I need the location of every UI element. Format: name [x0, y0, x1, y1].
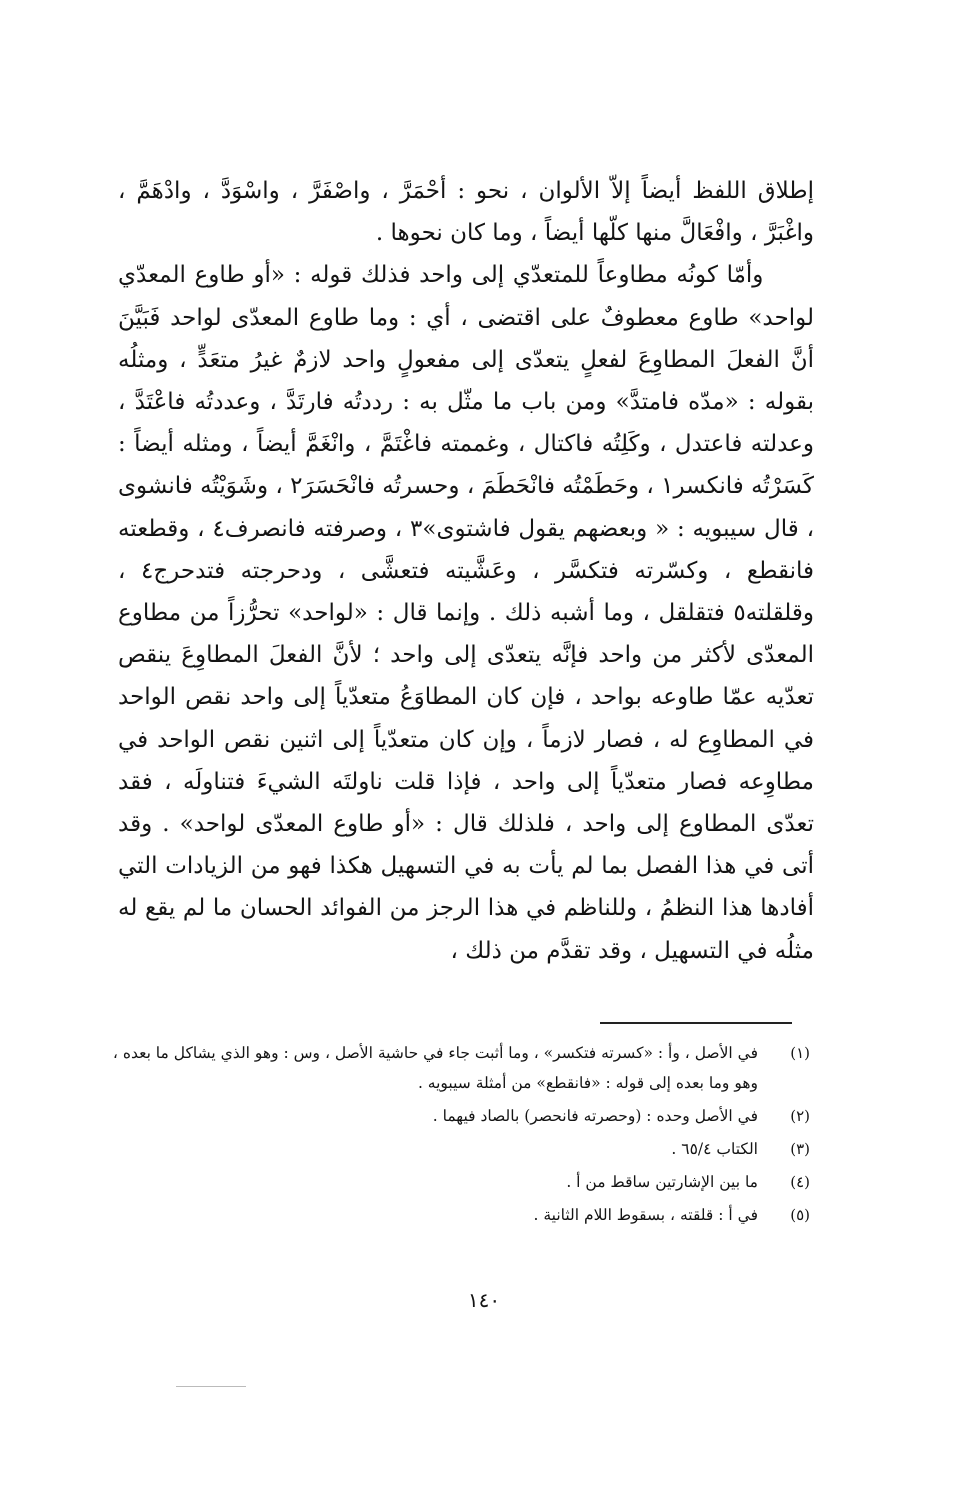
- main-text: [118, 170, 814, 972]
- footnote-2: [110, 1101, 814, 1131]
- footnote-4: [110, 1167, 814, 1197]
- footnotes: [110, 1038, 814, 1233]
- footnote-1: [110, 1038, 814, 1098]
- footnote-number: (١): [790, 1044, 810, 1062]
- footnote-text: في الأصل وحده : (وحصرته فانحصر) بالصاد فيهما .: [432, 1107, 758, 1125]
- footnote-number: (٥): [790, 1206, 810, 1224]
- footnote-text: في أ : قلقته ، بسقوط اللام الثانية .: [533, 1206, 758, 1224]
- footnote-text: في الأصل ، وأ : «كسرته فتكسر» ، وما أثبت جاء في حاشية الأصل ، وس : وهو الذي يشاكل ما بعده ، وهو وما بعده إلى قوله : «فانقطع» من أمثلة سيبويه .: [112, 1044, 758, 1092]
- footnote-text: الكتاب ٦٥/٤ .: [671, 1140, 758, 1158]
- paragraph-2: وأمّا كونُه مطاوعاً للمتعدّي إلى واحد فذلك قوله : «أو طاوع المعدّي لواحد» طاوع معطوفٌ على اقتضى ، أي : وما طاوع المعدّى لواحد فَبَيَّنَ أنَّ الفعلَ المطاوِعَ لفعلٍ يتعدّى إلى مفعولٍ واحد لازمٌ غيرُ متعَدٍّ ، ومثلُه بقوله : «مدّه فامتدَّ» ومن باب ما مثّل به : رددتُه فارتَدَّ ، وعددتُه فاعْتَدَّ ، وعدلته فاعتدل ، وكَلِتُه فاكتال ، وغممته فاغْتَمَّ ، وانْغَمَّ أيضاً ، ومثله أيضاً : كَسَرْتُه فانكسر١ ، وحَطَمْتُه فانْحَطَمَ ، وحسرتُه فانْحَسَرَ٢ ، وشَوَيْتُه فانشوى ، قال سيبويه : « وبعضهم يقول فاشتوى»٣ ، وصرفته فانصرف٤ ، وقطعته فانقطع ، وكسّرته فتكسَّر ، وعَشَّيته فتعشَّى ، ودحرجته فتدحرج٤ ، وقلقلته٥ فتقلقل ، وما أشبه ذلك . وإنما قال : «لواحد» تحرُّزاً من مطاوع المعدّى لأكثر من واحد فإنَّه يتعدّى إلى واحد ؛ لأنَّ الفعلَ المطاوِعَ ينقص تعدّيه عمّا طاوعه بواحد ، فإن كان المطاوَعُ متعدّياً إلى واحد نقص الواحد في المطاوِع له ، فصار لازماً ، وإن كان متعدّياً إلى اثنين نقص الواحد في مطاوِعه فصار متعدّياً إلى واحد ، فإذا قلت ناولتَه الشيءَ فتناولَه ، فقد تعدّى المطاوع إلى واحد ، فلذلك قال : «أو طاوع المعدّى لواحد» . وقد أتى في هذا الفصل بما لم يأت به في التسهيل هكذا فهو من الزيادات التي أفادها هذا النظمُ ، وللناظم في هذا الرجز من الفوائد الحسان ما لم يقع له مثلُه في التسهيل ، وقد تقدَّم من ذلك ،: [118, 262, 815, 964]
- page-number: ١٤٠: [467, 1288, 501, 1312]
- footnote-5: [110, 1200, 814, 1230]
- scan-edge-mark: [176, 1386, 246, 1387]
- footnote-number: (٤): [790, 1173, 810, 1191]
- footnote-separator: [600, 1022, 792, 1024]
- footnote-number: (٢): [790, 1107, 810, 1125]
- footnote-number: (٣): [790, 1140, 810, 1158]
- footnote-3: [110, 1134, 814, 1164]
- footnote-text: ما بين الإشارتين ساقط من أ .: [566, 1173, 758, 1191]
- paragraph-1: إطلاق اللفظ أيضاً إلاّ الألوان ، نحو : أحْمَرَّ ، واصْفَرَّ ، واسْوَدَّ ، وادْهَمَّ ، واغْبَرَّ ، وافْعَالَّ منها كلّها أيضاً ، وما كان نحوها .: [118, 178, 814, 247]
